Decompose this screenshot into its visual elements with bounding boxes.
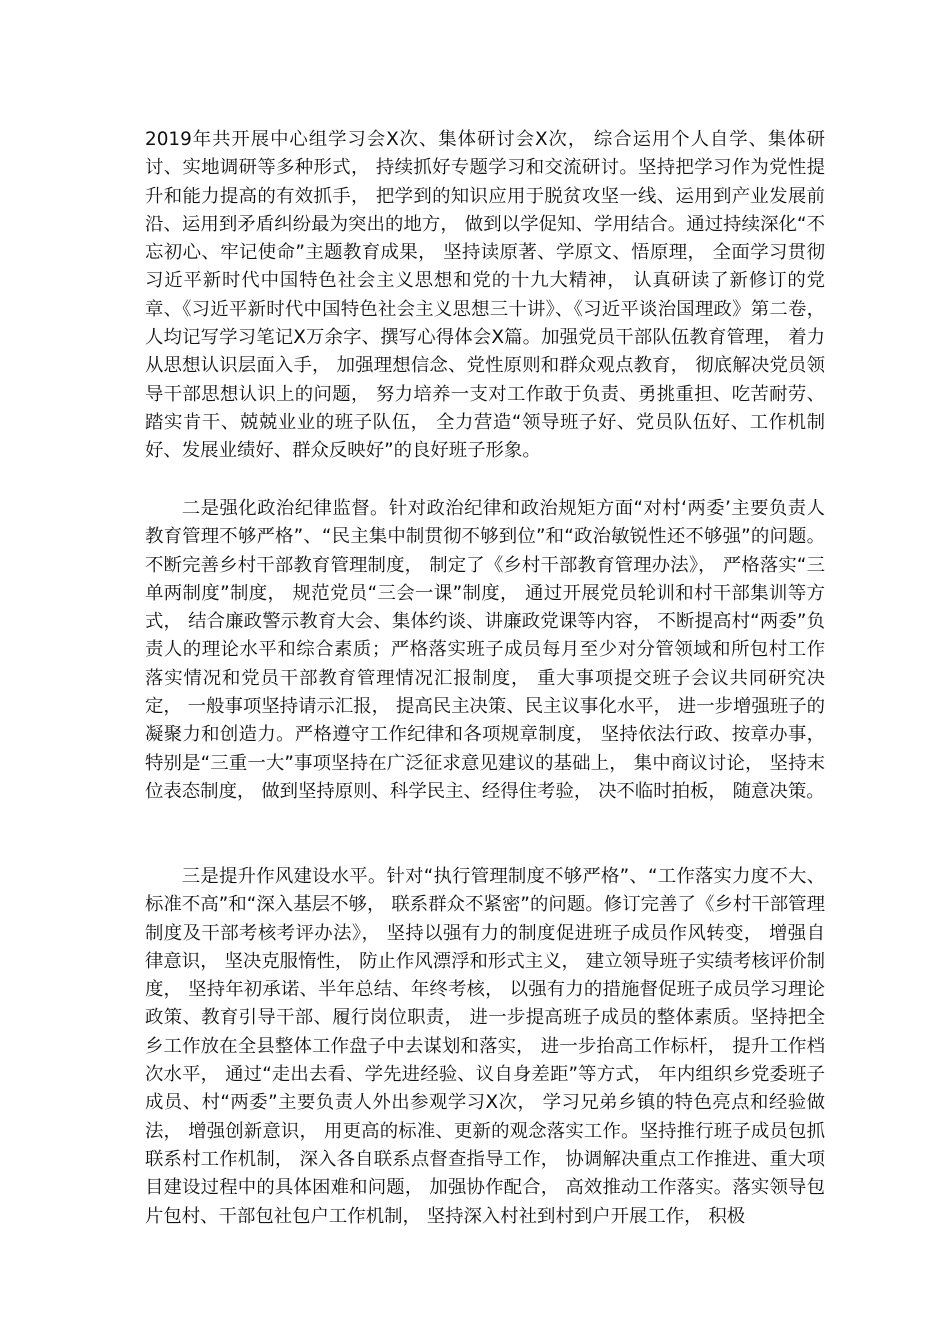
paragraph-text: 三是提升作风建设水平。针对“执行管理制度不够严格”、“工作落实力度不大、标准不高”和“深入基层不够， 联系群众不紧密”的问题。修订完善了《乡村干部管理制度及干部考核考评办法》， 坚持以强有力的制度促进班子成员作风转变， 增强自律意识， 坚决克服惰性， 防止作风漂浮和形式主义， 建立领导班子实绩考核评价制度， 坚持年初承诺、半年总结、年终考核， 以强有力的措施督促班子成员学习理论政策、教育引导干部、履行岗位职责， 进一步提高班子成员的整体素质。坚持把全乡工作放在全县整体工作盘子中去谋划和落实， 进一步抬高工作标杆， 提升工作档次水平， 通过“走出去看、学先进经验、议自身差距”等方式， 年内组织乡党委班子成员、村“两委”主要负责人外出参观学习X次， 学习兄弟乡镇的特色亮点和经验做法， 增强创新意识， 用更高的标准、更新的观念落实工作。坚持推行班子成员包抓联系村工作机制， 深入各自联系点督查指导工作， 协调解决重点工作推进、重大项目建设过程中的具体困难和问题， 加强协作配合， 高效推动工作落实。落实领导包片包村、干部包社包户工作机制， 坚持深入村社到村到户开展工作， 积极 — [145, 866, 825, 1227]
paragraph-2 — [145, 495, 825, 806]
paragraph-3 — [145, 863, 825, 1231]
paragraph-text: 2019年共开展中心组学习会X次、集体研讨会X次， 综合运用个人自学、集体研讨、实地调研等多种形式， 持续抓好专题学习和交流研讨。坚持把学习作为党性提升和能力提高的有效抓手， 把学到的知识应用于脱贫攻坚一线、运用到产业发展前沿、运用到矛盾纠纷最为突出的地方， 做到以学促知、学用结合。通过持续深化“不忘初心、牢记使命”主题教育成果， 坚持读原著、学原文、悟原理， 全面学习贯彻习近平新时代中国特色社会主义思想和党的十九大精神， 认真研读了新修订的党章、《习近平新时代中国特色社会主义思想三十讲》、《习近平谈治国理政》第二卷， 人均记写学习笔记X万余字、撰写心得体会X篇。加强党员干部队伍教育管理， 着力从思想认识层面入手， 加强理想信念、党性原则和群众观点教育， 彻底解决党员领导干部思想认识上的问题， 努力培养一支对工作敢于负责、勇挑重担、吃苦耐劳、踏实肯干、兢兢业业的班子队伍， 全力营造“领导班子好、党员队伍好、工作机制好、发展业绩好、群众反映好”的良好班子形象。 — [145, 129, 825, 462]
paragraph-1 — [145, 126, 825, 466]
paragraph-text: 二是强化政治纪律监督。针对政治纪律和政治规矩方面“对村‘两委’主要负责人教育管理不够严格”、“民主集中制贯彻不够到位”和“政治敏锐性还不够强”的问题。不断完善乡村干部教育管理制度， 制定了《乡村干部教育管理办法》， 严格落实“三单两制度”制度， 规范党员“三会一课”制度， 通过开展党员轮训和村干部集训等方式， 结合廉政警示教育大会、集体约谈、讲廉政党课等内容， 不断提高村“两委”负责人的理论水平和综合素质；严格落实班子成员每月至少对分管领域和所包村工作落实情况和党员干部教育管理情况汇报制度， 重大事项提交班子会议共同研究决定， 一般事项坚持请示汇报， 提高民主决策、民主议事化水平， 进一步增强班子的凝聚力和创造力。严格遵守工作纪律和各项规章制度， 坚持依法行政、按章办事， 特别是“三重一大”事项坚持在广泛征求意见建议的基础上， 集中商议讨论， 坚持末位表态制度， 做到坚持原则、科学民主、经得住考验， 决不临时拍板， 随意决策。 — [145, 498, 825, 802]
